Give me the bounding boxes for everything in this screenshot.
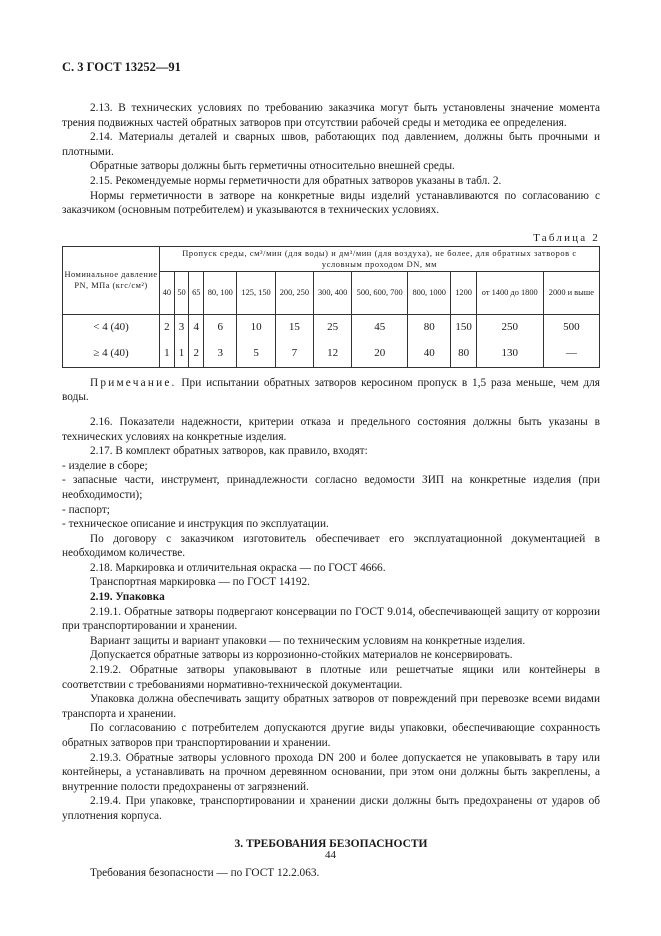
pn-cell: < 4 (40) (63, 314, 160, 341)
value-cell: — (543, 341, 599, 368)
dn-header: 65 (189, 271, 204, 314)
value-cell: 3 (204, 341, 237, 368)
paragraphs-top (62, 101, 600, 218)
pn-cell: ≥ 4 (40) (63, 341, 160, 368)
value-cell: 1 (160, 341, 175, 368)
dn-header: 1200 (451, 271, 477, 314)
paragraph-2-17: 2.17. В комплект обратных затворов, как правило, входят: (90, 445, 368, 458)
value-cell: 40 (408, 341, 451, 368)
note-text: При испытании обратных затворов керосином пропуск в 1,5 раза меньше, чем для воды. (62, 376, 600, 404)
paragraph-other-packing: По согласованию с потребителем допускаются другие виды упаковки, обеспечивающие сохранность обратных затворов при транспортировании и хранении. (62, 722, 600, 749)
list-item: - паспорт; (62, 503, 110, 516)
packing-title: 2.19. Упаковка (90, 591, 165, 604)
paragraph-norms: Нормы герметичности в затворе на конкретные виды изделий устанавливаются по согласованию с заказчиком (основным потребителем) и указываются в технических условиях. (62, 189, 600, 217)
value-cell: 15 (275, 314, 313, 341)
paragraph-2-19-3: 2.19.3. Обратные затворы условного прохода DN 200 и более допускается не упаковывать в тару или контейнеры, а устанавливать на прочном деревянном основании, при этом они должны быть закреплены, а внутренние полости предохранены от загрязнений. (62, 751, 600, 793)
value-cell: 10 (237, 314, 275, 341)
value-cell: 45 (352, 314, 408, 341)
value-cell: 130 (476, 341, 543, 368)
value-cell: 2 (189, 341, 204, 368)
paragraph-2-14: 2.14. Материалы деталей и сварных швов, работающих под давлением, должны быть прочными и плотными. (62, 131, 600, 158)
note-label: Примечание. (90, 376, 177, 389)
value-cell: 80 (451, 341, 477, 368)
value-cell: 6 (204, 314, 237, 341)
paragraph-stainless: Допускается обратные затворы из коррозионно-стойких материалов не консервировать. (90, 649, 513, 662)
paragraph-transport-marking: Транспортная маркировка — по ГОСТ 14192. (90, 576, 310, 589)
paragraph-tightness: Обратные затворы должны быть герметичны относительно внешней среды. (90, 160, 455, 173)
page-header: С. 3 ГОСТ 13252—91 (62, 60, 181, 74)
paragraph-2-16: 2.16. Показатели надежности, критерии отказа и предельного состояния должны быть указаны в технических условиях на конкретные изделия. (62, 415, 600, 443)
paragraph-2-19-4: 2.19.4. При упаковке, транспортировании и хранении диски должны быть предохранены от ударов об уплотнения корпуса. (62, 795, 600, 822)
table-caption: Таблица 2 (533, 231, 600, 244)
value-cell: 2 (160, 314, 175, 341)
dn-header: 40 (160, 271, 175, 314)
value-cell: 1 (174, 341, 189, 368)
value-cell: 25 (313, 314, 351, 341)
dn-header: 125, 150 (237, 271, 275, 314)
dn-header: 200, 250 (275, 271, 313, 314)
value-cell: 20 (352, 341, 408, 368)
paragraph-2-19-2: 2.19.2. Обратные затворы упаковывают в плотные или решетчатые ящики или контейнеры в соответствии с требованиями нормативно-технической документации. (62, 664, 600, 691)
pressure-header: Номинальное давление PN, МПа (кгс/см²) (63, 246, 160, 314)
document-page (62, 60, 600, 880)
table-row (63, 314, 600, 341)
dn-header: 500, 600, 700 (352, 271, 408, 314)
paragraph-contract: По договору с заказчиком изготовитель обеспечивает его эксплуатационной документацией в необходимом количестве. (62, 532, 600, 560)
value-cell: 5 (237, 341, 275, 368)
table-note (62, 376, 600, 405)
dn-header: 2000 и выше (543, 271, 599, 314)
dn-header: 800, 1000 (408, 271, 451, 314)
dn-header: 80, 100 (204, 271, 237, 314)
paragraph-2-19-1: 2.19.1. Обратные затворы подвергают консервации по ГОСТ 9.014, обеспечивающей защиту от коррозии при транспортировании и хранении. (62, 605, 600, 633)
value-cell: 80 (408, 314, 451, 341)
safety-paragraph: Требования безопасности — по ГОСТ 12.2.063. (90, 866, 320, 879)
value-cell: 12 (313, 341, 351, 368)
list-item: - изделие в сборе; (62, 459, 148, 472)
paragraph-2-15: 2.15. Рекомендуемые нормы герметичности для обратных затворов указаны в табл. 2. (90, 174, 502, 187)
dn-header: от 1400 до 1800 (476, 271, 543, 314)
leak-header: Пропуск среды, см³/мин (для воды) и дм³/мин (для воздуха), не более, для обратных затворов с условным проходом DN, мм (160, 246, 600, 271)
paragraph-2-13: 2.13. В технических условиях по требованию заказчика могут быть установлены значение момента трения подвижных частей обратных затворов при отсутствии рабочей среды и методика ее определения. (62, 102, 600, 129)
page-number: 44 (325, 849, 336, 861)
paragraph-2-18: 2.18. Маркировка и отличительная окраска — по ГОСТ 4666. (90, 561, 386, 574)
paragraph-protection-variant: Вариант защиты и вариант упаковки — по техническим условиям на конкретные изделия. (90, 634, 526, 647)
paragraphs-mid (62, 415, 600, 590)
dn-header: 300, 400 (313, 271, 351, 314)
value-cell: 500 (543, 314, 599, 341)
list-item: - техническое описание и инструкция по эксплуатации. (62, 518, 329, 531)
value-cell: 7 (275, 341, 313, 368)
value-cell: 4 (189, 314, 204, 341)
leak-norms-table (62, 246, 600, 368)
paragraph-packing-protection: Упаковка должна обеспечивать защиту обратных затворов от повреждений при перевозке всеми видами транспорта и хранении. (62, 693, 600, 720)
value-cell: 250 (476, 314, 543, 341)
paragraphs-packing (62, 605, 600, 824)
value-cell: 150 (451, 314, 477, 341)
table-row (63, 341, 600, 368)
dn-header: 50 (174, 271, 189, 314)
section-title: 3. ТРЕБОВАНИЯ БЕЗОПАСНОСТИ (234, 837, 428, 850)
value-cell: 3 (174, 314, 189, 341)
list-item: - запасные части, инструмент, принадлежности согласно ведомости ЗИП на конкретные изделия (при необходимости); (62, 474, 600, 501)
